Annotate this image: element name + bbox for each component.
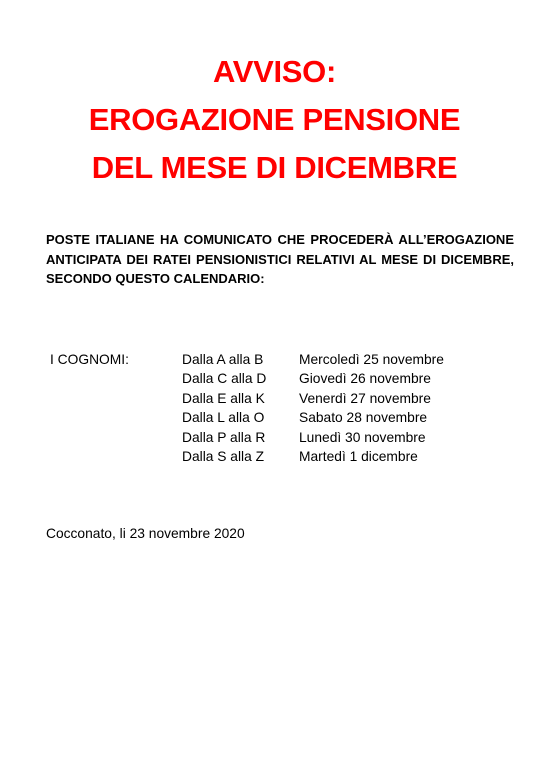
surname-range: Dalla E alla K bbox=[182, 390, 265, 406]
notice-title bbox=[0, 48, 549, 192]
intro-paragraph: POSTE ITALIANE HA COMUNICATO CHE PROCEDERÀ ALL’EROGAZIONE ANTICIPATA DEI RATEI PENSIONISTICI RELATIVI AL MESE DI DICEMBRE, SECONDO QUESTO CALENDARIO: bbox=[46, 232, 514, 286]
surname-range: Dalla C alla D bbox=[182, 371, 267, 387]
schedule-row bbox=[50, 369, 479, 388]
place-date-signature: Cocconato, li 23 novembre 2020 bbox=[46, 526, 245, 541]
schedule-row bbox=[50, 408, 479, 427]
surname-range: Dalla P alla R bbox=[182, 429, 266, 445]
payment-date: Sabato 28 novembre bbox=[299, 410, 428, 426]
surname-range: Dalla S alla Z bbox=[182, 449, 265, 465]
schedule-row bbox=[50, 428, 479, 447]
schedule-row bbox=[50, 389, 479, 408]
schedule-label: I COGNOMI: bbox=[50, 352, 129, 367]
surname-range: Dalla A alla B bbox=[182, 352, 264, 367]
payment-date: Mercoledì 25 novembre bbox=[299, 352, 444, 367]
payment-date: Venerdì 27 novembre bbox=[299, 390, 431, 406]
schedule-row bbox=[50, 350, 479, 369]
surname-range: Dalla L alla O bbox=[182, 410, 265, 426]
title-line-1: AVVISO: bbox=[212, 54, 337, 89]
payment-date: Martedì 1 dicembre bbox=[299, 449, 418, 465]
schedule-table bbox=[50, 350, 479, 466]
title-line-3: DEL MESE DI DICEMBRE bbox=[91, 150, 458, 185]
schedule-row bbox=[50, 447, 479, 466]
payment-date: Lunedì 30 novembre bbox=[299, 429, 426, 445]
payment-date: Giovedì 26 novembre bbox=[299, 371, 431, 387]
title-line-2: EROGAZIONE PENSIONE bbox=[88, 102, 461, 137]
